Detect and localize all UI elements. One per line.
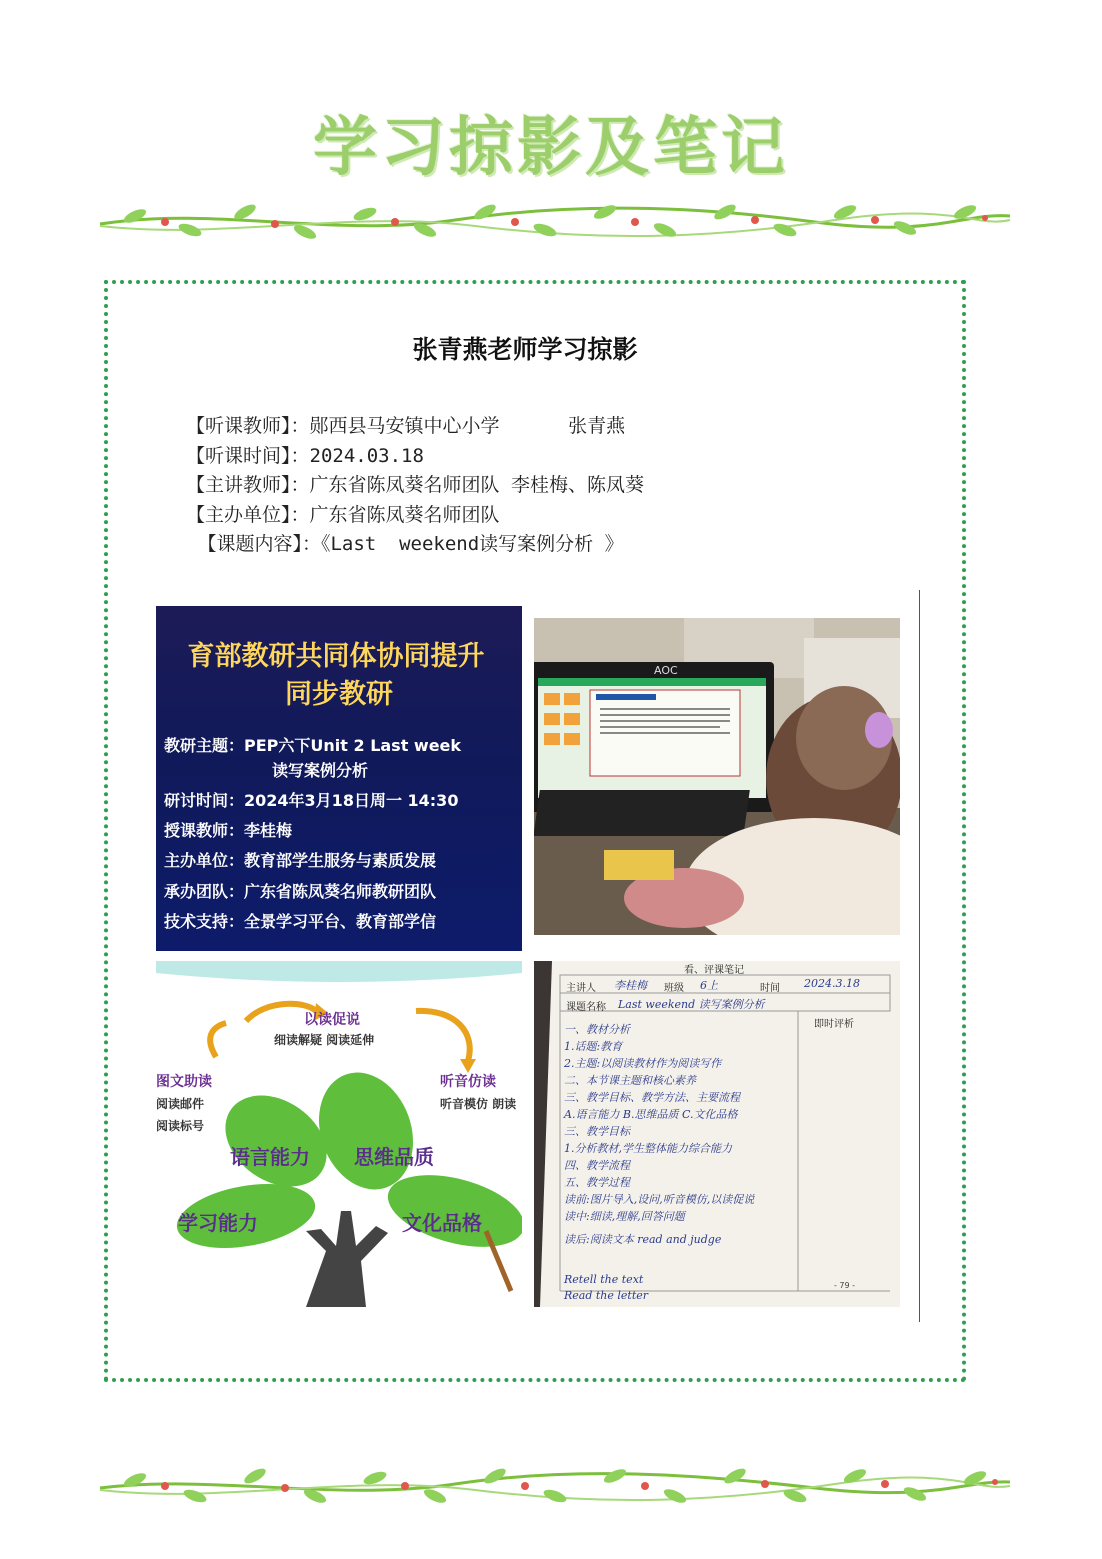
notes-header: 看、评课笔记	[684, 965, 744, 976]
note-line: 1.话题:教育	[564, 1040, 623, 1053]
notes-class-value: 6上	[700, 979, 718, 992]
vine-divider-bottom	[95, 1452, 1015, 1512]
notes-speaker: 李桂梅	[614, 979, 647, 992]
slide-row: 主办单位：教育部学生服务与素质发展	[164, 851, 437, 870]
leaf-language-ability: 语言能力	[230, 1145, 310, 1169]
photo-handwritten-notes	[534, 961, 900, 1307]
notes-class-label: 班级	[664, 983, 684, 994]
slide-heading-1: 育部教研共同体协同提升	[187, 641, 485, 672]
note-line: Retell the text	[564, 1273, 644, 1286]
info-label: 【主讲教师】	[186, 474, 291, 496]
note-line: 读前:图片导入,设问,听音模仿,以读促说	[564, 1193, 755, 1206]
computer-scene	[534, 618, 900, 935]
info-row-topic	[186, 530, 644, 560]
info-value: ：《Last weekend读写案例分析 》	[301, 533, 624, 555]
note-line: Read the letter	[564, 1289, 649, 1302]
info-label: 【课题内容】	[186, 533, 302, 555]
slide-row: 授课教师：李桂梅	[164, 821, 293, 840]
info-row-organizer	[186, 501, 644, 531]
info-row-time	[186, 442, 644, 472]
notes-time-label: 时间	[760, 983, 780, 994]
note-line: 一、教材分析	[564, 1023, 630, 1036]
info-label: 【听课时间】	[186, 444, 291, 467]
leaf-thinking-quality: 思维品质	[354, 1145, 434, 1169]
note-line: 读后:阅读文本 read and judge	[564, 1233, 722, 1246]
lesson-info	[186, 412, 644, 560]
vine-divider-top	[95, 186, 1015, 246]
notes-topic: Last weekend 读写案例分析	[618, 998, 765, 1011]
note-line: A.语言能力 B.思维品质 C.文化品格	[564, 1108, 738, 1121]
slide-row: 读写案例分析	[272, 761, 369, 780]
note-line: 三、教学目标、教学方法、主要流程	[564, 1091, 740, 1104]
note-line: 三、教学目标	[564, 1125, 630, 1138]
notes-topic-label: 课题名称	[566, 1002, 606, 1013]
note-line: 读中:细读,理解,回答问题	[564, 1210, 685, 1223]
leaf-cultural-character: 文化品格	[402, 1211, 482, 1235]
info-label: 【听课教师】	[186, 415, 291, 437]
info-row-lecturer	[186, 471, 644, 501]
diagram-left-label: 图文助读	[156, 1074, 212, 1090]
diagram-left-sub-1: 阅读邮件	[156, 1097, 205, 1111]
photo-slide-screenshot	[156, 606, 522, 951]
notes-speaker-label: 主讲人	[566, 983, 596, 994]
divider-line	[919, 590, 920, 1322]
info-value: ：郧西县马安镇中心小学 张青燕	[290, 415, 626, 437]
diagram-right-label: 听音仿读	[440, 1074, 496, 1090]
info-value: ：广东省陈凤葵名师团队	[290, 503, 500, 526]
monitor-brand: AOC	[654, 664, 678, 677]
info-value: ：广东省陈凤葵名师团队 李桂梅、陈凤葵	[290, 474, 644, 496]
info-label: 【主办单位】	[186, 503, 291, 526]
photo-literacy-diagram	[156, 961, 522, 1307]
slide-row: 研讨时间：2024年3月18日周一 14:30	[164, 791, 459, 810]
notes-page-number: - 79 -	[834, 1281, 856, 1290]
slide-row: 技术支持：全景学习平台、教育部学信	[164, 912, 437, 931]
note-line: 1.分析教材,学生整体能力综合能力	[564, 1142, 732, 1155]
note-line: 五、教学过程	[564, 1176, 630, 1189]
slide-row: 教研主题：PEP六下Unit 2 Last week	[164, 736, 462, 755]
notes-time-value: 2024.3.18	[804, 977, 860, 990]
diagram-right-sub: 听音模仿 朗读	[440, 1097, 517, 1111]
diagram-left-sub-2: 阅读标号	[156, 1119, 205, 1133]
page-heading: 学习掠影及笔记	[313, 111, 789, 185]
note-line: 四、教学流程	[564, 1159, 630, 1172]
card-title: 张青燕老师学习掠影	[412, 335, 638, 364]
slide-heading-2: 同步教研	[285, 679, 393, 710]
note-line: 二、本节课主题和核心素养	[564, 1074, 696, 1087]
diagram-top-label: 以读促说	[304, 1012, 360, 1028]
leaf-learning-ability: 学习能力	[178, 1211, 258, 1235]
photo-teacher-at-computer	[534, 618, 900, 935]
note-line: 2.主题:以阅读教材作为阅读写作	[564, 1057, 722, 1070]
info-value: ：2024.03.18	[290, 444, 424, 467]
info-row-teacher	[186, 412, 644, 442]
notes-comment-label: 即时评析	[814, 1019, 854, 1030]
slide-row: 承办团队：广东省陈凤葵名师教研团队	[164, 882, 437, 901]
diagram-top-sub: 细读解疑 阅读延伸	[274, 1033, 375, 1047]
